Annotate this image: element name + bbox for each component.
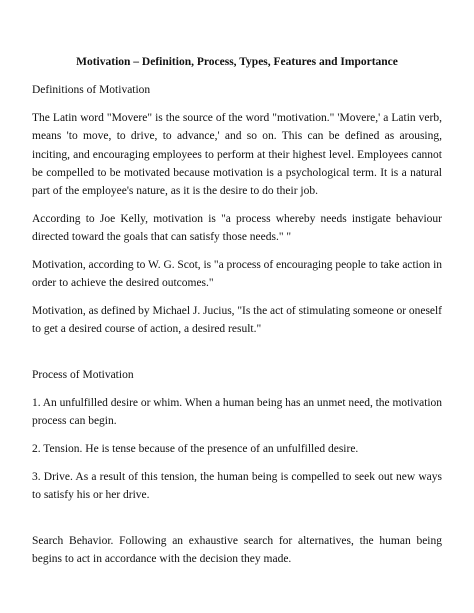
paragraph-joe-kelly-line-2: directed toward the goals that can satisfy those needs." ": [32, 231, 292, 243]
paragraph-scot-line-2: order to achieve the desired outcomes.": [32, 277, 214, 289]
process-step-1-line-2: process can begin.: [32, 415, 117, 427]
process-heading: Process of Motivation: [32, 369, 134, 381]
paragraph-latin-origin-line-3: inciting, and encouraging employees to perform at their highest level. Employees cannot: [32, 149, 442, 161]
process-step-3-line-2: to satisfy his or her drive.: [32, 489, 150, 501]
paragraph-scot-line-1: Motivation, according to W. G. Scot, is "a process of encouraging people to take action in: [32, 259, 442, 271]
paragraph-joe-kelly-line-1: According to Joe Kelly, motivation is "a process whereby needs instigate behaviour: [32, 213, 442, 225]
search-behavior-line-2: begins to act in accordance with the decision they made.: [32, 553, 292, 565]
paragraph-latin-origin-line-5: part of the employee's nature, as it is the desire to do their job.: [32, 185, 318, 197]
process-step-1-line-1: 1. An unfulfilled desire or whim. When a human being has an unmet need, the motivation: [32, 397, 442, 409]
process-step-2: 2. Tension. He is tense because of the presence of an unfulfilled desire.: [32, 443, 359, 455]
paragraph-jucius-line-2: to get a desired course of action, a desired result.": [32, 323, 262, 335]
process-step-3-line-1: 3. Drive. As a result of this tension, the human being is compelled to seek out new ways: [32, 471, 442, 483]
search-behavior-line-1: Search Behavior. Following an exhaustive search for alternatives, the human being: [32, 535, 442, 547]
paragraph-latin-origin-line-2: means 'to move, to drive, to advance,' and so on. This can be defined as arousing,: [32, 130, 442, 142]
definitions-heading: Definitions of Motivation: [32, 84, 151, 96]
paragraph-latin-origin-line-4: be compelled to be motivated because motivation is a psychological term. It is a natural: [32, 167, 442, 179]
paragraph-latin-origin-line-1: The Latin word "Movere" is the source of the word "motivation." 'Movere,' a Latin verb,: [32, 112, 442, 124]
document-title: Motivation – Definition, Process, Types, Features and Importance: [76, 56, 398, 68]
paragraph-jucius-line-1: Motivation, as defined by Michael J. Jucius, "Is the act of stimulating someone or oneself: [32, 305, 442, 317]
